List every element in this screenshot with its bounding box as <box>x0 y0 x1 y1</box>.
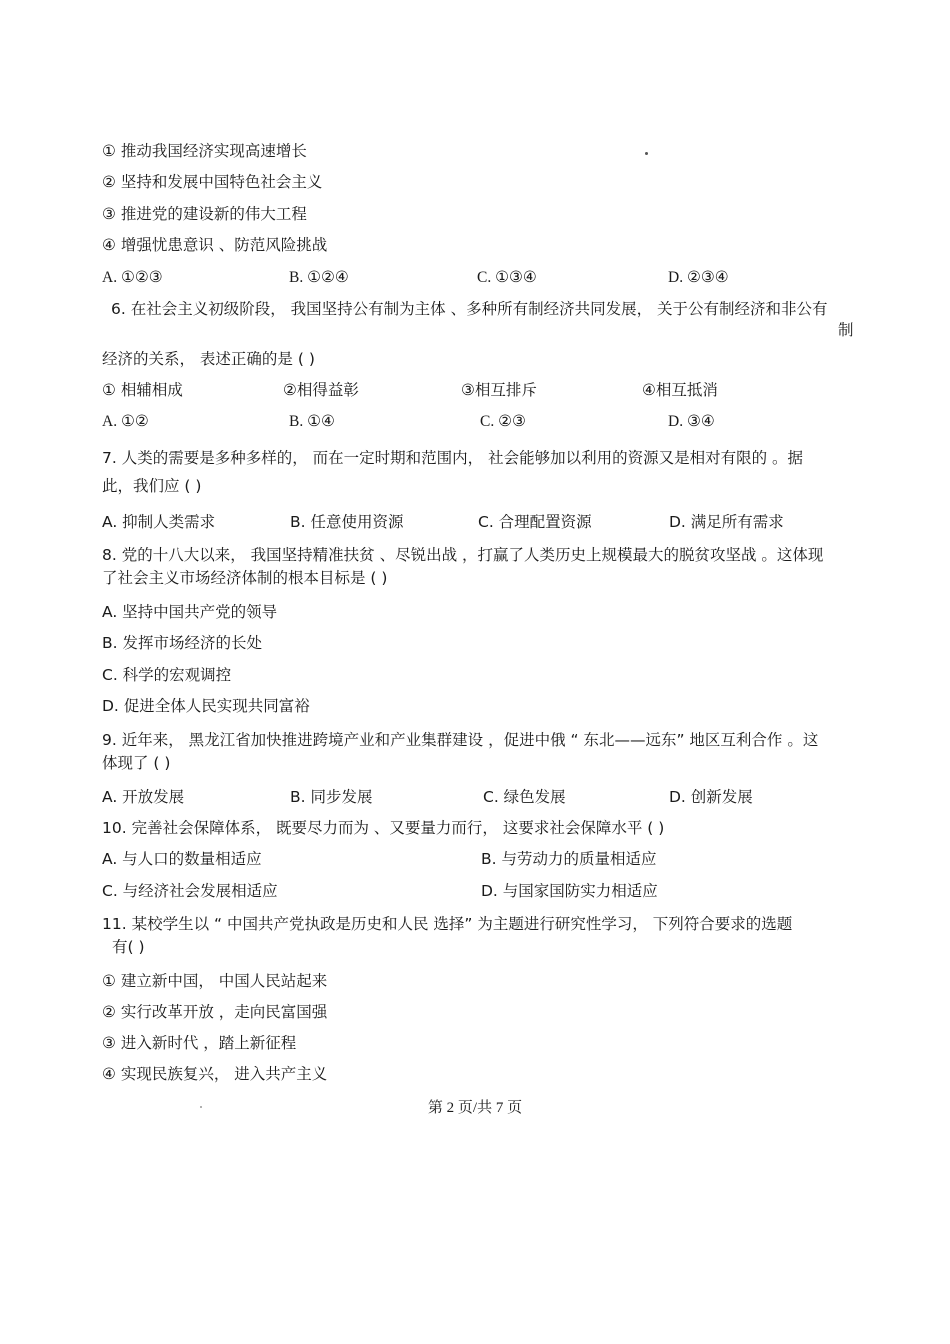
q10-option-d: D. 与国家国防实力相适应 <box>481 882 658 900</box>
q8-question-line1: 8. 党的十八大以来， 我国坚持精准扶贫 、尽锐出战 ，打赢了人类历史上规模最大的脱贫攻坚战 。这体现 <box>102 546 824 564</box>
q9-question-line2: 体现了 ( ) <box>102 754 171 772</box>
q10-question: 10. 完善社会保障体系， 既要尽力而为 、又要量力而行， 这要求社会保障水平 ( ) <box>102 819 665 837</box>
q6-item-1: ① 相辅相成 <box>102 381 183 399</box>
q6-option-a: A. ①② <box>102 413 149 430</box>
q10-option-a: A. 与人口的数量相适应 <box>102 850 262 868</box>
q11-item-4: ④ 实现民族复兴， 进入共产主义 <box>102 1065 328 1083</box>
q8-option-d: D. 促进全体人民实现共同富裕 <box>102 697 310 715</box>
q6-item-3: ③相互排斥 <box>461 381 537 399</box>
q11-item-2: ② 实行改革开放 ，走向民富国强 <box>102 1003 328 1021</box>
q8-question-line2: 了社会主义市场经济体制的根本目标是 ( ) <box>102 569 388 587</box>
q6-question-line1-end: 制 <box>838 321 854 339</box>
q7-option-a: A. 抑制人类需求 <box>102 513 216 531</box>
q10-option-b: B. 与劳动力的质量相适应 <box>481 850 657 868</box>
q9-option-a: A. 开放发展 <box>102 788 185 806</box>
q7-option-d: D. 满足所有需求 <box>669 513 784 531</box>
page-footer: 第 2 页/共 7 页 <box>427 1100 523 1116</box>
q7-option-c: C. 合理配置资源 <box>478 513 592 531</box>
q5-option-b: B. ①②④ <box>289 269 349 286</box>
q5-item-2: ② 坚持和发展中国特色社会主义 <box>102 173 323 191</box>
q6-question-line2: 经济的关系， 表述正确的是 ( ) <box>102 350 315 368</box>
q10-option-c: C. 与经济社会发展相适应 <box>102 882 278 900</box>
q5-option-a: A. ①②③ <box>102 269 163 286</box>
q11-question-line1: 11. 某校学生以 “ 中国共产党执政是历史和人民 选择” 为主题进行研究性学习， 下列符合要求的选题 <box>102 915 793 933</box>
q6-item-2: ②相得益彰 <box>283 381 359 399</box>
q6-option-b: B. ①④ <box>289 413 335 430</box>
stray-mark <box>645 152 648 155</box>
q9-question-line1: 9. 近年来， 黑龙江省加快推进跨境产业和产业集群建设 ，促进中俄 “ 东北——远东” 地区互利合作 。这 <box>102 731 819 749</box>
q5-option-d: D. ②③④ <box>668 269 729 286</box>
q7-question-line1: 7. 人类的需要是多种多样的， 而在一定时期和范围内， 社会能够加以利用的资源又是相对有限的 。据 <box>102 449 803 467</box>
q5-item-3: ③ 推进党的建设新的伟大工程 <box>102 205 307 223</box>
q6-item-4: ④相互抵消 <box>642 381 718 399</box>
q6-option-c: C. ②③ <box>480 413 526 430</box>
q11-question-line2: 有( ) <box>112 938 145 956</box>
q8-option-a: A. 坚持中国共产党的领导 <box>102 603 278 621</box>
q9-option-b: B. 同步发展 <box>290 788 373 806</box>
q5-item-1: ① 推动我国经济实现高速增长 <box>102 142 307 160</box>
q5-option-c: C. ①③④ <box>477 269 537 286</box>
q9-option-c: C. 绿色发展 <box>483 788 566 806</box>
q8-option-b: B. 发挥市场经济的长处 <box>102 634 262 652</box>
q11-item-1: ① 建立新中国， 中国人民站起来 <box>102 972 328 990</box>
q7-question-line2: 此，我们应 ( ) <box>102 477 202 495</box>
q9-option-d: D. 创新发展 <box>669 788 753 806</box>
q7-option-b: B. 任意使用资源 <box>290 513 404 531</box>
q6-question-line1: 6. 在社会主义初级阶段， 我国坚持公有制为主体 、多种所有制经济共同发展， 关于公有制经济和非公有 <box>111 300 828 318</box>
q6-option-d: D. ③④ <box>668 413 715 430</box>
q8-option-c: C. 科学的宏观调控 <box>102 666 232 684</box>
q11-item-3: ③ 进入新时代 ，踏上新征程 <box>102 1034 297 1052</box>
q5-item-4: ④ 增强忧患意识 、防范风险挑战 <box>102 236 328 254</box>
